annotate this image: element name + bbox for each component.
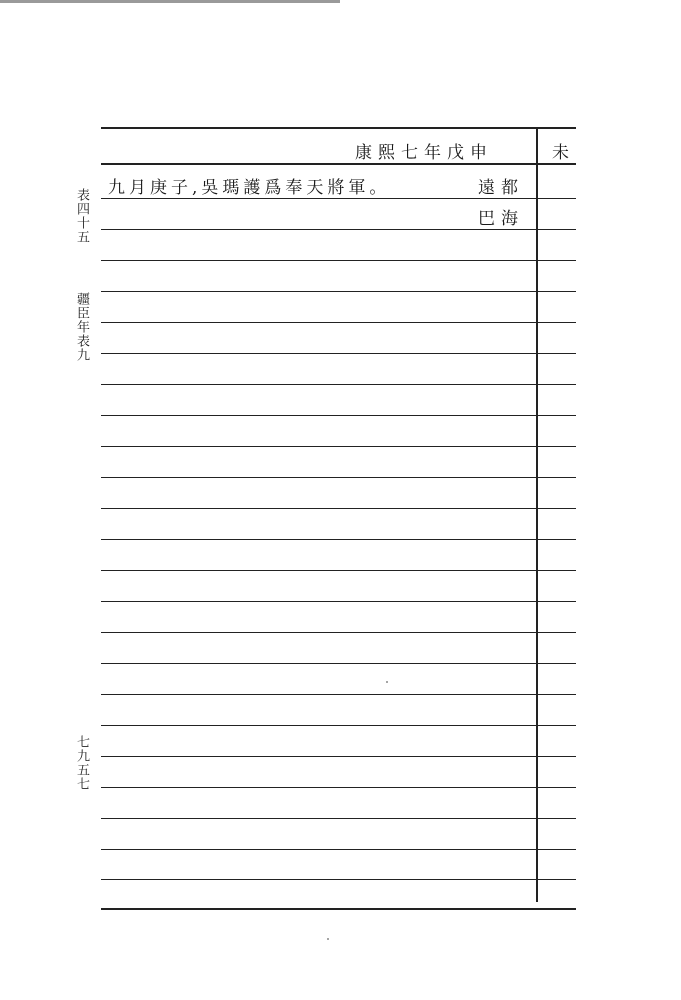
header-bottom-rule — [101, 163, 576, 165]
row-rule — [101, 694, 576, 695]
official-name: 遠都 — [478, 178, 524, 198]
reign-year-header: 康熙七年戊申 — [355, 143, 493, 163]
row-rule — [101, 353, 576, 354]
section-label: 表四十五 — [74, 188, 89, 244]
row-rule — [101, 601, 576, 602]
row-rule — [101, 570, 576, 571]
row-rule — [101, 879, 576, 880]
row-rule — [101, 756, 576, 757]
row-rule — [101, 260, 576, 261]
row-rule — [101, 663, 576, 664]
row-rule — [101, 477, 576, 478]
row-rule — [101, 229, 576, 230]
row-rule — [101, 725, 576, 726]
table-title: 疆臣年表九 — [74, 292, 89, 362]
row-rule — [101, 291, 576, 292]
official-name: 巴海 — [478, 209, 524, 229]
table-bottom-rule — [101, 908, 576, 910]
row-rule — [101, 415, 576, 416]
row-rule — [101, 818, 576, 819]
row-rule — [101, 508, 576, 509]
row-rule — [101, 198, 576, 199]
row-rule — [101, 787, 576, 788]
table-top-rule — [101, 127, 576, 129]
scan-speck — [386, 681, 388, 683]
row-rule — [101, 849, 576, 850]
column-divider — [536, 127, 538, 902]
row-rule — [101, 384, 576, 385]
page-number: 七九五七 — [74, 735, 89, 791]
row-rule — [101, 539, 576, 540]
row-rule — [101, 632, 576, 633]
row-rule — [101, 322, 576, 323]
era-header: 未 — [552, 143, 575, 163]
scan-edge — [0, 0, 340, 3]
scan-speck — [327, 938, 329, 940]
entry-text: 九月庚子,吳瑪護爲奉天將軍。 — [108, 178, 391, 198]
row-rule — [101, 446, 576, 447]
